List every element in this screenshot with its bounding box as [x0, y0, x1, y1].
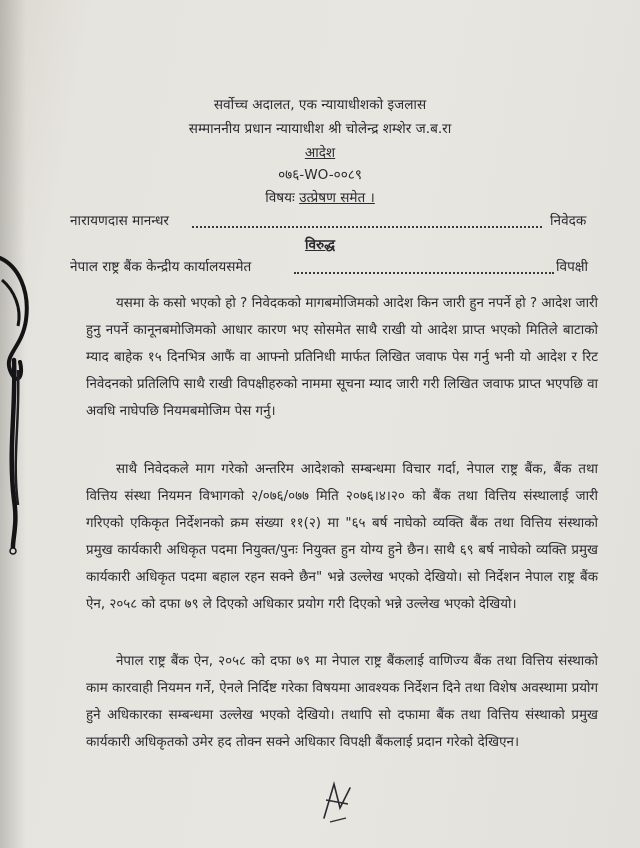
petitioner-role: निवेदक — [550, 213, 587, 229]
order-paragraph-3: नेपाल राष्ट्र बैंक ऐन, २०५८ को दफा ७९ मा नेपाल राष्ट्र बैंकलाई वाणिज्य बैंक तथा वित्तिय संस्थाको काम कारवाही नियमन गर्ने, ऐनले निर्दिष्ट गरेका विषयमा आवश्यक निर्देशन दिने तथा विशेष अवस्थामा प्रयोग हुने अधिकारका सम्बन्धमा उल्लेख भएको देखियो। तथापि सो दफामा बैंक तथा वित्तिय संस्थाको प्रमुख कार्यकारी अधिकृतको उमेर हद तोक्न सक्ने अधिकार विपक्षी बैंकलाई प्रदान गरेको देखिएन। — [86, 654, 598, 750]
signature-mark-icon — [320, 778, 354, 824]
order-paragraph-1: यसमा के कसो भएको हो ? निवेदकको मागबमोजिमको आदेश किन जारी हुन नपर्ने हो ? आदेश जारी हुनु नपर्ने कानूनबमोजिमको आधार कारण भए सोसमेत साथै राखी यो आदेश प्राप्त भएको मितिले बाटाको म्याद बाहेक १५ दिनभित्र आफैं वा आफ्नो प्रतिनिधी मार्फत लिखित जवाफ पेस गर्नु भनी यो आदेश र रिट निवेदनको प्रतिलिपि साथै राखी विपक्षीहरुको नाममा सूचना म्याद जारी गरी लिखित जवाफ प्राप्त भएपछि वा अवधि नाघेपछि नियमबमोजिम पेस गर्नु। — [86, 296, 598, 419]
subject-value: उत्प्रेषण समेत । — [299, 190, 375, 206]
order-heading: आदेश — [304, 145, 336, 161]
binding-string-icon — [0, 250, 40, 570]
subject-label: विषयः — [265, 190, 295, 206]
respondent-dotted-line — [294, 272, 554, 274]
petitioner-name: नारायणदास मानन्धर — [70, 213, 169, 229]
versus-heading: विरुद्ध — [304, 237, 336, 253]
order-paragraph-2: साथै निवेदकले माग गरेको अन्तरिम आदेशको सम्बन्धमा विचार गर्दा, नेपाल राष्ट्र बैंक, बैंक तथा वित्तिय संस्था नियमन विभागको २/०७६/०७७ मिति २०७६।४।२० को बैंक तथा वित्तिय संस्थालाई जारी गरिएको एकिकृत निर्देशनको क्रम संख्या ११(२) मा "६५ बर्ष नाघेको व्यक्ति बैंक तथा वित्तिय संस्थाको प्रमुख कार्यकारी अधिकृत पदमा नियुक्त/पुनः नियुक्त हुन योग्य हुने छैन। साथै ६९ बर्ष नाघेको व्यक्ति प्रमुख कार्यकारी अधिकृत पदमा बहाल रहन सक्ने छैन" भन्ने उल्लेख भएको देखियो। सो निर्देशन नेपाल राष्ट्र बैंक ऐन, २०५८ को दफा ७९ ले दिएको अधिकार प्रयोग गरी दिएको भन्ने उल्लेख भएको देखियो। — [86, 462, 598, 612]
case-number: ०७६-WO-००८९ — [278, 167, 362, 183]
petitioner-dotted-line — [192, 226, 542, 228]
court-bench-line: सर्वोच्च अदालत, एक न्यायाधीशको इजलास — [213, 97, 427, 113]
judge-line: सम्माननीय प्रधान न्यायाधीश श्री चोलेन्द्र शम्शेर ज.ब.रा — [188, 121, 452, 137]
respondent-name: नेपाल राष्ट्र बैंक केन्द्रीय कार्यालयसमेत — [70, 259, 252, 275]
respondent-role: विपक्षी — [556, 259, 589, 275]
subject-line — [110, 189, 530, 207]
